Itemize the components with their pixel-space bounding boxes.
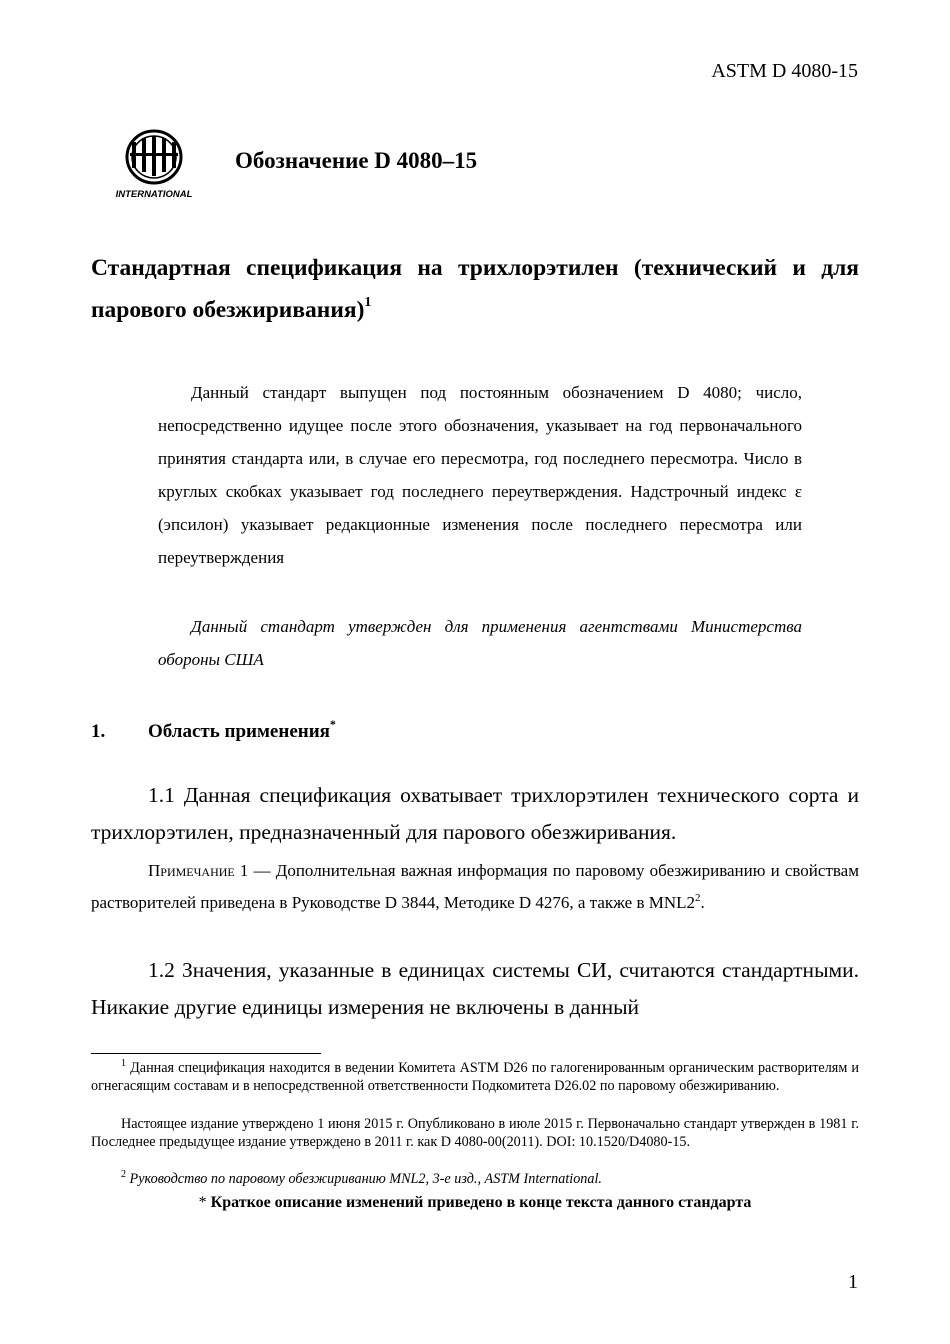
section-heading bbox=[148, 717, 336, 747]
changes-summary-note bbox=[0, 1192, 950, 1214]
section-title: Область применения bbox=[148, 721, 330, 742]
standard-notice: Данный стандарт выпущен под постоянным обозначением D 4080; число, непосредственно идущее после этого обозначения, указывает на год первоначального принятия стандарта или, в случае его пересмотра, год последнего пересмотра. Число в круглых скобках указывает год последнего переутверждения. Надстрочный индекс ε (эпсилон) указывает редакционные изменения после последнего пересмотра или переутверждения bbox=[158, 383, 802, 567]
page-number: 1 bbox=[848, 1271, 858, 1293]
section-changes-mark[interactable]: * bbox=[329, 717, 336, 731]
dod-approval-notice: Данный стандарт утвержден для применения агентствами Министерства обороны США bbox=[158, 617, 802, 669]
footnote-2-text: Руководство по паровому обезжириванию MNL2, 3-е изд., ASTM International. bbox=[126, 1171, 602, 1187]
astm-international-logo-icon bbox=[112, 128, 196, 200]
document-designation: Обозначение D 4080–15 bbox=[235, 148, 478, 173]
footnote-1-text: Данная спецификация находится в ведении Комитета ASTM D26 по галогенированным органическим растворителям и огнегасящим составам и в непосредственной ответственности Подкомитета D26.02 по паровому обезжириванию. bbox=[91, 1060, 859, 1094]
footnote-2 bbox=[121, 1171, 602, 1189]
title-text: Стандартная спецификация на трихлорэтилен (технический и для парового обезжиривания) bbox=[91, 255, 859, 323]
changes-text: Краткое описание изменений приведено в конце текста данного стандарта bbox=[210, 1194, 752, 1211]
title-footnote-ref[interactable]: 1 bbox=[364, 295, 372, 310]
note-footnote-ref[interactable]: 2 bbox=[695, 892, 701, 904]
paragraph-1-1: 1.1 Данная спецификация охватывает трихлорэтилен технического сорта и трихлорэтилен, предназначенный для парового обезжиривания. bbox=[91, 783, 859, 844]
note-1 bbox=[91, 855, 859, 919]
note-text: — Дополнительная важная информация по паровому обезжириванию и свойствам растворителей приведена в Руководстве D 3844, Методике D 4276, а также в MNL2 bbox=[91, 861, 859, 912]
footnote-1-mark: 1 bbox=[121, 1058, 126, 1069]
note-label: Примечание 1 bbox=[148, 861, 249, 880]
footnote-divider bbox=[91, 1053, 321, 1054]
logo-wordmark: INTERNATIONAL bbox=[115, 189, 193, 200]
footnote-1 bbox=[91, 1060, 859, 1095]
changes-mark: * bbox=[198, 1194, 211, 1211]
footnote-2-mark: 2 bbox=[121, 1169, 126, 1180]
footnote-1-edition: Настоящее издание утверждено 1 июня 2015 г. Опубликовано в июле 2015 г. Первоначально стандарт утвержден в 1981 г. Последнее предыдущее издание утверждено в 2011 г. как D 4080-00(2011). DOI: 10.1520/D4080-15. bbox=[91, 1116, 859, 1150]
document-title bbox=[91, 247, 859, 331]
header-standard-code: ASTM D 4080-15 bbox=[711, 60, 858, 82]
section-number: 1. bbox=[91, 721, 106, 742]
paragraph-1-2: 1.2 Значения, указанные в единицах системы СИ, считаются стандартными. Никакие другие единицы измерения не включены в данный bbox=[91, 958, 859, 1019]
note-end: . bbox=[700, 893, 705, 912]
